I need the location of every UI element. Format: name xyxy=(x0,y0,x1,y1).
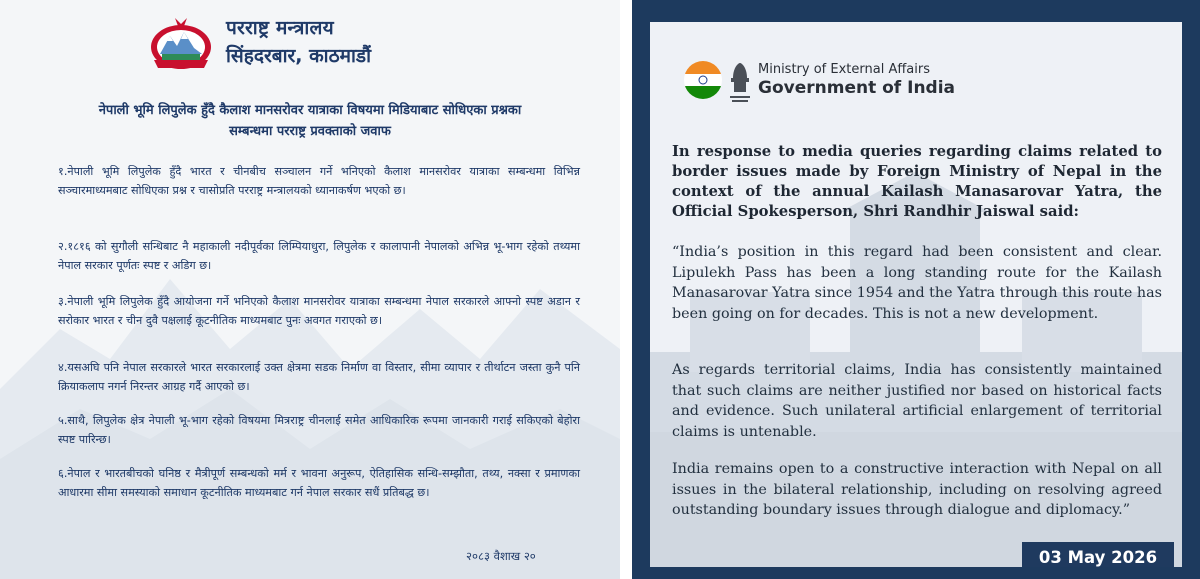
panel-divider xyxy=(620,0,632,579)
ministry-address: सिंहदरबार, काठमाडौं xyxy=(226,45,372,67)
statement-paragraph-4: ४.यसअघि पनि नेपाल सरकारले भारत सरकारलाई उक्त क्षेत्रमा सडक निर्माण वा विस्तार, सीमा व्यापार र तीर्थाटन जस्ता कुनै पनि क्रियाकलाप नगर्न निरन्तर आग्रह गर्दै आएको छ। xyxy=(58,361,580,393)
india-flag-icon xyxy=(684,61,722,99)
ministry-name: परराष्ट्र मन्त्रालय xyxy=(226,17,334,39)
statement-lead: In response to media queries regarding claims related to border issues made by Foreign Ministry of Nepal in the context of the annual Kailash Manasarovar Yatra, the Official Spokesperson, Shri Randhir Jaiswal said: xyxy=(672,143,1162,220)
statement-paragraph-1: १.नेपाली भूमि लिपुलेक हुँदै भारत र चीनबीच सञ्चालन गर्ने भनिएको कैलाश मानसरोवर यात्राका सम्बन्धमा विभिन्न सञ्चारमाध्यमबाट सोधिएका प्रश्न र चासोप्रति परराष्ट्र मन्त्रालयको ध्यानाकर्षण भएको छ। xyxy=(58,165,580,197)
quote-paragraph-3: India remains open to a constructive interaction with Nepal on all issues in the bilateral relationship, including on resolving agreed outstanding boundary issues through dialogue and diplomacy.” xyxy=(672,461,1162,518)
statement-date: २०८३ वैशाख २० xyxy=(466,549,536,563)
government-name: Government of India xyxy=(758,78,956,98)
statement-paragraph-6: ६.नेपाल र भारतबीचको घनिष्ठ र मैत्रीपूर्ण सम्बन्धको मर्म र भावना अनुरूप, ऐतिहासिक सन्धि-सम्झौता, तथ्य, नक्सा र प्रमाणका आधारमा सीमा समस्याको समाधान कूटनीतिक माध्यमबाट गर्न नेपाल सरकार सधैं प्रतिबद्ध छ। xyxy=(58,467,580,499)
nepal-emblem-icon xyxy=(146,14,216,72)
quote-paragraph-1: “India’s position in this regard had been consistent and clear. Lipulekh Pass has been a long standing route for the Kailash Manasarovar Yatra since 1954 and the Yatra through this route has been going on for decades. This is not a new development. xyxy=(672,244,1163,322)
statement-paragraph-5: ५.साथै, लिपुलेक क्षेत्र नेपाली भू-भाग रहेको विषयमा मित्रराष्ट्र चीनलाई समेत आधिकारिक रूपमा जानकारी गराई सकिएको बेहोरा स्पष्ट पारिन्छ। xyxy=(58,414,580,446)
statement-card xyxy=(650,22,1182,567)
mea-name: Ministry of External Affairs xyxy=(758,62,930,77)
ashoka-emblem-icon xyxy=(728,60,752,104)
quote-paragraph-2: As regards territorial claims, India has consistently maintained that such claims are neither justified nor based on historical facts and evidence. Such unilateral artificial enlargement of territorial claims is untenable. xyxy=(672,362,1162,440)
statement-title-line2: सम्बन्धमा परराष्ट्र प्रवक्ताको जवाफ xyxy=(229,124,391,139)
statement-paragraph-2: २.१८१६ को सुगौली सन्धिबाट नै महाकाली नदीपूर्वका लिम्पियाधुरा, लिपुलेक र कालापानी नेपालको अभिन्न भू-भाग रहेको तथ्यमा नेपाल सरकार पूर्णतः स्पष्ट र अडिग छ। xyxy=(58,240,580,272)
statement-paragraph-3: ३.नेपाली भूमि लिपुलेक हुँदै आयोजना गर्ने भनिएको कैलाश मानसरोवर यात्राका सम्बन्धमा नेपाल सरकारले आफ्नो स्पष्ट अडान र सरोकार भारत र चीन दुवै पक्षलाई कूटनीतिक माध्यमबाट पुनः अवगत गराएको छ। xyxy=(58,295,580,327)
statement-title-line1: नेपाली भूमि लिपुलेक हुँदै कैलाश मानसरोवर यात्राका विषयमा मिडियाबाट सोधिएका प्रश्नका xyxy=(98,103,522,118)
india-statement-panel xyxy=(632,0,1200,579)
date-badge: 03 May 2026 xyxy=(1022,542,1174,567)
